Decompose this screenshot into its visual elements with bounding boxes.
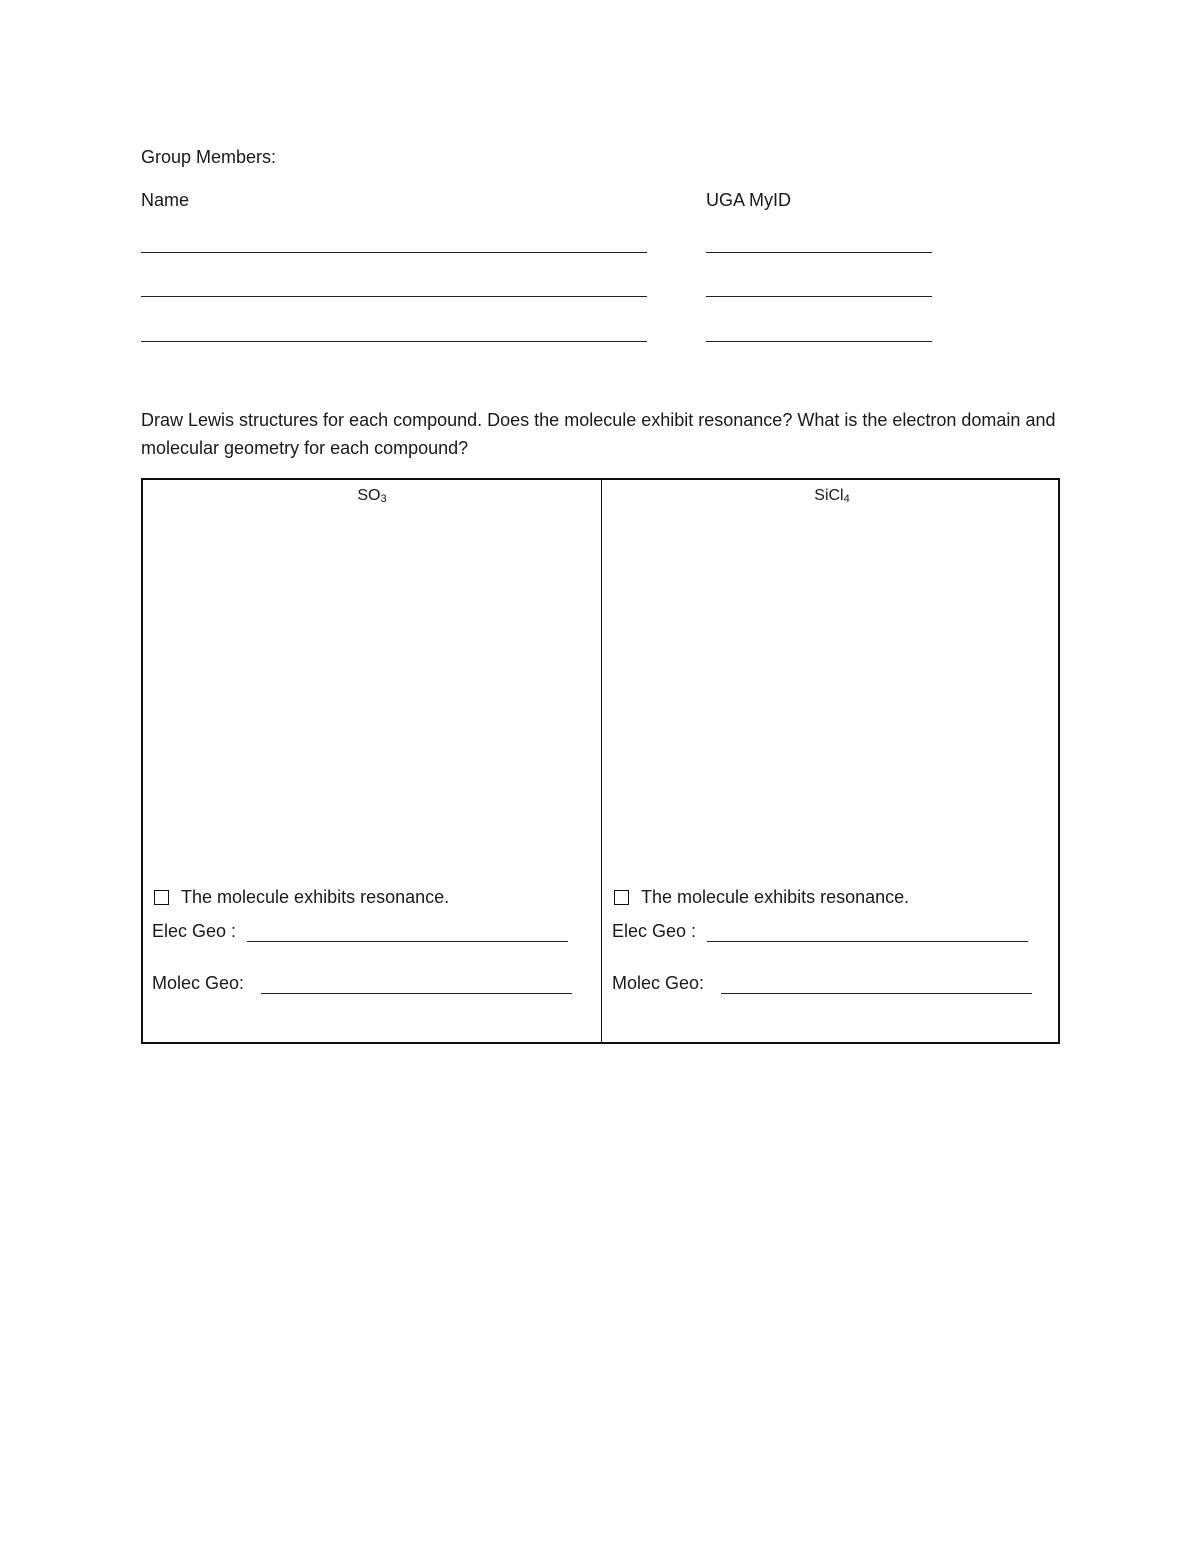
resonance-option[interactable] — [154, 886, 449, 908]
drawing-area[interactable] — [153, 520, 591, 870]
resonance-checkbox[interactable] — [614, 890, 629, 905]
resonance-checkbox[interactable] — [154, 890, 169, 905]
drawing-area[interactable] — [613, 520, 1051, 870]
compound-cell-sicl4 — [603, 480, 1061, 1042]
id-field-1[interactable] — [706, 252, 932, 253]
group-members-label: Group Members: — [141, 147, 277, 167]
column-divider — [601, 480, 602, 1042]
formula-subscript: 3 — [380, 493, 387, 505]
name-field-1[interactable] — [141, 252, 647, 253]
molec-geo-label: Molec Geo: — [612, 973, 705, 993]
resonance-label: The molecule exhibits resonance. — [181, 887, 450, 907]
id-field-2[interactable] — [706, 296, 932, 297]
resonance-label: The molecule exhibits resonance. — [641, 887, 910, 907]
molec-geo-field[interactable] — [261, 993, 572, 994]
resonance-option[interactable] — [614, 886, 909, 908]
molec-geo-field[interactable] — [721, 993, 1032, 994]
compound-cell-so3 — [143, 480, 601, 1042]
compound-formula — [143, 486, 601, 509]
molec-geo-label: Molec Geo: — [152, 973, 245, 993]
name-field-2[interactable] — [141, 296, 647, 297]
name-column-label: Name — [141, 190, 190, 210]
elec-geo-field[interactable] — [707, 941, 1028, 942]
elec-geo-label: Elec Geo : — [152, 921, 237, 941]
name-field-3[interactable] — [141, 341, 647, 342]
id-field-3[interactable] — [706, 341, 932, 342]
formula-base: SO — [357, 487, 381, 504]
id-column-label: UGA MyID — [706, 190, 792, 210]
formula-base: SiCl — [814, 487, 844, 504]
compound-formula — [603, 486, 1061, 509]
compound-table — [141, 478, 1060, 1044]
formula-subscript: 4 — [843, 493, 850, 505]
elec-geo-label: Elec Geo : — [612, 921, 697, 941]
elec-geo-field[interactable] — [247, 941, 568, 942]
instructions: Draw Lewis structures for each compound. Does the molecule exhibit resonance? What is the electron domain and molecular geometry for each compound? — [141, 410, 1056, 458]
